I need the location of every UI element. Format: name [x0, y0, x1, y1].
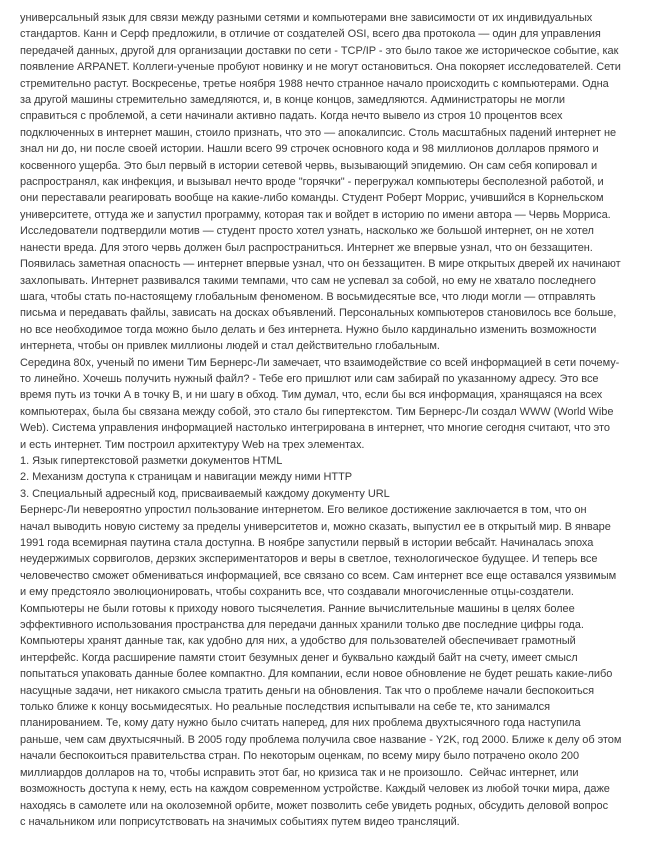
text-line: 1991 года всемирная паутина стала доступна. В ноябре запустили первый в истории вебсайт. Начиналась эпоха [20, 537, 594, 549]
text-line: миллиардов долларов на то, чтобы исправить этот баг, но кризиса так и не произошло. Сейчас интернет, или [20, 766, 579, 779]
text-line: подключенных в интернет машин, стоило признать, что это — апокалипсис. Столь масштабных падений интернет не [20, 126, 617, 139]
text-line: эффективного использования пространства для передачи данных хранили только две последние цифры года. [20, 619, 584, 632]
text-line: стремительно растут. Воскресенье, третье ноября 1988 нечто странное начало происходить с компьютерами. Одна [20, 77, 609, 90]
text-line: возможность доступа к нему, есть на каждом современном устройстве. Каждый человек из любой точки мира, даже [20, 783, 610, 796]
text-line: попытаться упаковать данные более компактно. Для компании, если новое обновление не будет решать какие-либо [20, 668, 613, 681]
text-line: время путь из точки А в точку В, и ни шагу в обход. Тим думал, что, если бы вся информация, хранящаяся на всех [20, 389, 603, 402]
text-line: захлопывать. Интернет развивался такими темпами, что сам не успевал за собой, но ему не хватало последнего [20, 274, 596, 287]
text-line: неудержимых сорвиголов, дерзких экспериментаторов и веры в светлое, технологическое будущее. И теперь все [20, 553, 598, 566]
text-line: университете, оттуда же и запустил программу, которая так и войдет в историю по имени автора — Червь Морриса. [20, 208, 611, 221]
text-line: человечество сможет обмениваться информацией, все связано со всем. Сам интернет все еще оставался уязвимым [20, 569, 617, 582]
text-line: раньше, чем сам двухтысячный. В 2005 году проблема получила свое название - Y2K, год 2000. Ближе к делу об этом [20, 733, 622, 746]
text-line: 2. Механизм доступа к страницам и навигации между ними HTTP [20, 471, 353, 484]
text-line: Web). Система управления информацией настолько интегрирована в интернет, что многие сегодня считают, что это [20, 422, 610, 435]
text-line: передачей данных, другой для организации доставки по сети - TCP/IP - это было такое же историческое событие, как [20, 44, 619, 57]
text-line: 1. Язык гипертекстовой разметки документов HTML [20, 454, 283, 467]
text-line: нанести вреда. Для этого червь должен был распространиться. Интернет же впервые узнал, что он беззащитен. [20, 241, 593, 254]
text-line: интерфейс. Когда расширение памяти стоит безумных денег и буквально каждый байт на счету, имеет смысл [20, 651, 578, 664]
text-line: Середина 80х, ученый по имени Тим Бернерс-Ли замечает, что взаимодействие со всей информацией в сети почему- [20, 356, 620, 369]
text-line: то линейно. Хочешь получить нужный файл? - Тебе его пришлют или сам забирай по указанному адресу. Это все [20, 372, 599, 385]
text-line: они переставали реагировать вообще на какие-либо команды. Студент Роберт Моррис, учившийся в Корнельском [20, 192, 604, 205]
text-line: стандартов. Канн и Серф предложили, в отличие от создателей OSI, всего два протокола — один для управления [20, 28, 601, 41]
text-line: Появилась заметная опасность — интернет впервые узнал, что он беззащитен. В мире открытых дверей их начинают [20, 258, 621, 271]
text-line: но все необходимое тогда можно было делать и без интернета. Нужно было кардинально изменить возможности [20, 323, 597, 336]
text-line: справиться с проблемой, а сети начинали активно падать. Когда нечто вывело из строя 10 процентов всех [20, 110, 563, 123]
text-line: Компьютеры хранят данные так, как удобно для них, а удобство для пользователей обеспечивает грамотный [20, 635, 576, 648]
text-line: 3. Специальный адресный код, присваиваемый каждому документу URL [20, 487, 390, 500]
text-line: появление ARPANET. Коллеги-ученые пробуют новинку и не могут остановиться. Она покоряет исследователей. Сети [20, 61, 621, 74]
text-line: универсальный язык для связи между разными сетями и компьютерами вне зависимости от их индивидуальных [20, 12, 593, 24]
text-line: Компьютеры не были готовы к приходу нового тысячелетия. Ранние вычислительные машины в целях более [20, 602, 575, 615]
text-line: и есть интернет. Тим построил архитектуру Web на трех элементах. [20, 438, 365, 451]
text-line: знал ни до, ни после своей истории. Нашли всего 99 строчек основного кода и 98 миллионов долларов прямого и [20, 143, 599, 156]
text-line: интернета, чтобы он привлек миллионы людей и стал действительно глобальным. [20, 340, 440, 353]
text-line: распространял, как инфекция, и вызывал нечто вроде "горячки" - перегружал компьютеры бесполезной работой, и [20, 176, 604, 189]
text-line: с начальником или поприсутствовать на значимых событиях путем видео трансляций. [20, 815, 460, 828]
text-line: и ему предстояло эволюционировать, чтобы сохранить все, что создавали многочисленные отцы-создатели. [20, 586, 574, 599]
text-line: насущные задачи, нет никакого смысла тратить деньги на обновления. Так что о проблеме начали беспокоиться [20, 684, 595, 697]
text-line: начал выводить новую систему за пределы университетов и, можно сказать, выпустил ее в открытый мир. В январе [20, 520, 611, 533]
text-line: за другой машины стремительно замедляются, и, в конце концов, замедляются. Администраторы не могли [20, 94, 565, 107]
text-line: Бернерс-Ли невероятно упростил пользование интернетом. Его великое достижение заключается в том, что он [20, 504, 587, 517]
text-line: только ближе к концу восьмидесятых. Но реальные последствия испытывали на себе те, кто занимался [20, 701, 551, 714]
text-line: письма и передавать файлы, зависать на досках объявлений. Персональных компьютеров становилось все больше, [20, 307, 617, 320]
text-line: компьютерах, была бы связана между собой, это стало бы гипертекстом. Тим Бернерс-Ли создал WWW (World Wibe [20, 405, 614, 418]
text-line: находясь в самолете или на околоземной орбите, может позволить себе увидеть родных, обсудить деловой вопрос [20, 799, 609, 812]
text-line: косвенного ущерба. Это был первый в истории сетевой червь, вызывающий эпидемию. Он сам себя копировал и [20, 159, 598, 172]
text-line: Исследователи подтвердили мотив — студент просто хотел узнать, насколько же большой интернет, он не хотел [20, 225, 594, 238]
text-line: планированием. Те, кому дату нужно было считать наперед, для них проблема двухтысячного года наступила [20, 717, 581, 730]
text-line: шага, чтобы стать по-настоящему глобальным феноменом. В восьмидесятые все, что люди могли — отправлять [20, 290, 596, 303]
text-line: начали беспокоиться правительства стран. По некоторым оценкам, по всему миру было потрачено около 200 [20, 750, 580, 763]
